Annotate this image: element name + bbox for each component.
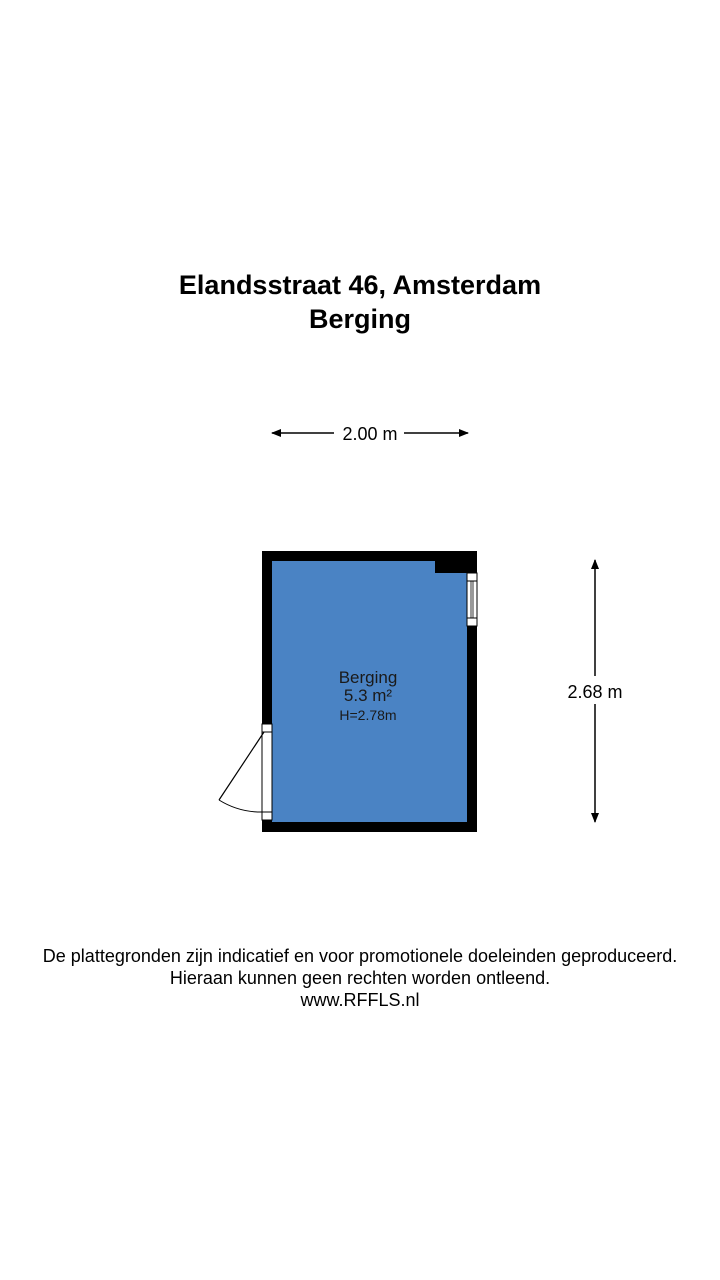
door-leaf — [219, 732, 264, 800]
width-dimension-label: 2.00 m — [342, 424, 398, 444]
door-opening — [262, 724, 272, 820]
page-title-floor: Berging — [308, 304, 411, 334]
depth-dimension-label: 2.68 m — [567, 682, 623, 702]
depth-dimension — [567, 560, 622, 822]
disclaimer-text: De plattegronden zijn indicatief en voor promotionele doeleinden geproduceerd. — [42, 946, 678, 966]
page-title-address: Elandsstraat 46, Amsterdam — [178, 270, 542, 300]
door-frame-top — [262, 724, 272, 732]
disclaimer-text: Hieraan kunnen geen rechten worden ontleend. — [169, 968, 551, 988]
door-swing-arc — [219, 800, 264, 812]
room-height: H=2.78m — [339, 707, 397, 723]
wall-column — [435, 561, 468, 573]
window-frame-top — [467, 573, 477, 581]
width-dimension — [272, 424, 468, 444]
window — [467, 573, 477, 626]
door-frame-bottom — [262, 812, 272, 820]
window-frame-bottom — [467, 618, 477, 626]
room-area: 5.3 m² — [343, 686, 393, 705]
room-name: Berging — [338, 668, 398, 687]
website-link[interactable]: www.RFFLS.nl — [300, 990, 420, 1010]
door — [219, 724, 272, 820]
